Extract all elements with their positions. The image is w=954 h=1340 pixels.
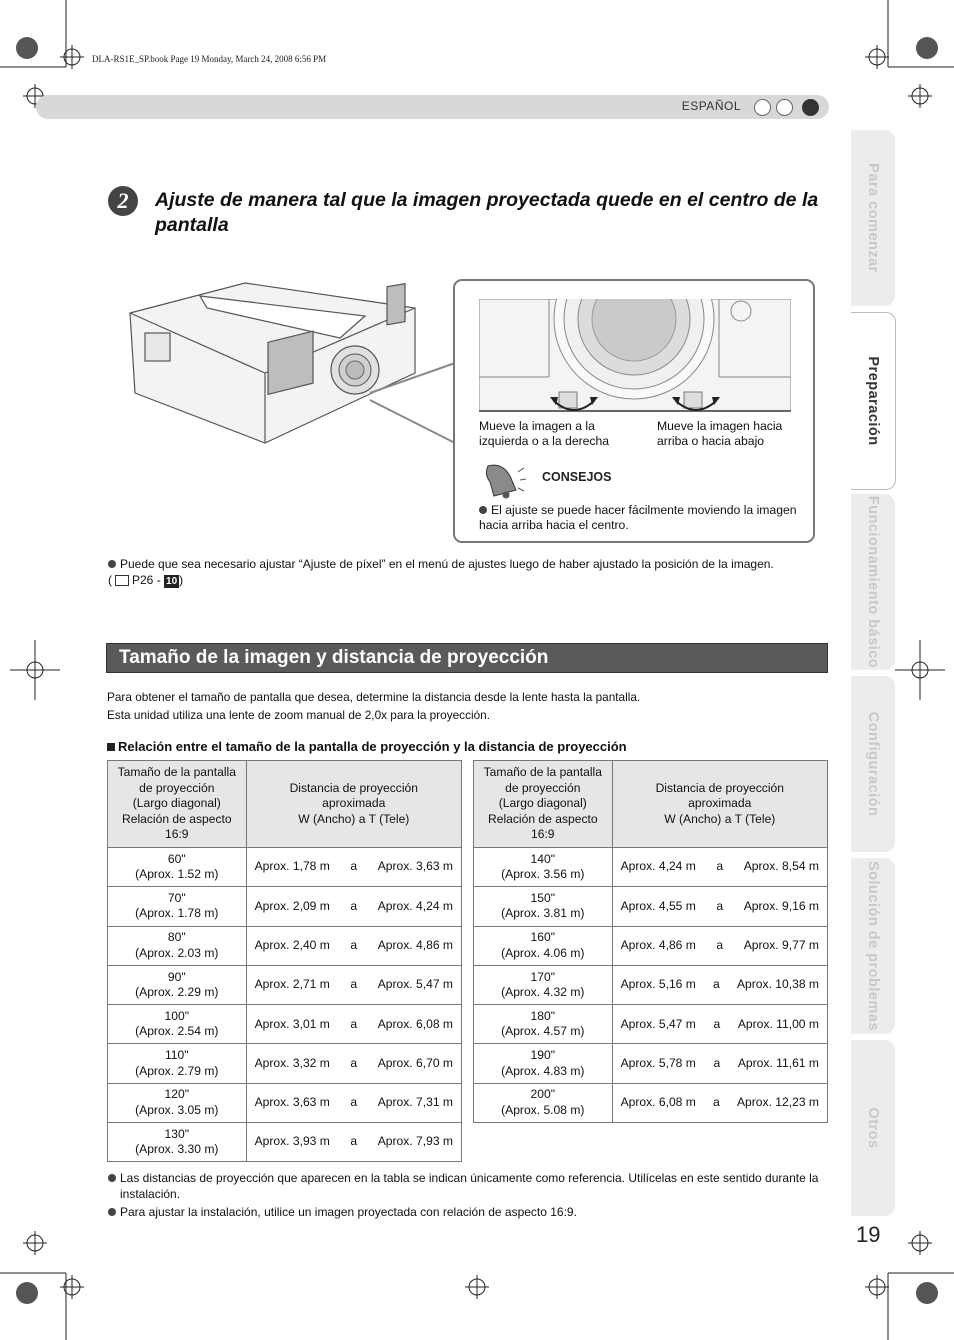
tab-label: Otros	[865, 1107, 881, 1149]
header-line: 16:9	[531, 827, 555, 842]
tab-funcionamiento-basico[interactable]	[851, 494, 895, 670]
tab-configuracion[interactable]	[851, 676, 895, 852]
header-line: Tamaño de la pantalla	[483, 765, 602, 780]
tab-preparacion[interactable]	[851, 312, 896, 490]
screen-size-cell	[108, 926, 247, 965]
table-row	[108, 887, 462, 926]
header-line: aproximada	[688, 796, 752, 811]
range-separator: a	[350, 859, 358, 874]
range-separator: a	[350, 1134, 358, 1149]
section-title: Tamaño de la imagen y distancia de proyección	[119, 647, 549, 668]
caption-horizontal-shift: Mueve la imagen a la izquierda o a la derecha	[479, 419, 610, 448]
range-separator: a	[350, 898, 358, 913]
screen-size-metric: (Aprox. 2.29 m)	[135, 985, 219, 1000]
screen-size-cell	[108, 848, 247, 887]
distance-tele: Aprox. 9,16 m	[743, 898, 819, 913]
distance-cell	[246, 1083, 461, 1122]
distance-cell	[246, 887, 461, 926]
distance-tele: Aprox. 11,61 m	[737, 1055, 819, 1070]
screen-size-inches: 170"	[530, 969, 556, 984]
tab-label: Para comenzar	[865, 163, 881, 273]
screen-size-inches: 60"	[167, 851, 186, 866]
range-separator: a	[713, 1055, 721, 1070]
table-row	[108, 1083, 462, 1122]
header-line: Relación de aspecto	[121, 811, 232, 826]
tab-solucion-de-problemas[interactable]	[851, 858, 895, 1034]
bullet-icon	[479, 506, 487, 514]
header-line: W (Ancho) a T (Tele)	[664, 811, 776, 826]
table-row	[474, 848, 828, 887]
distance-tele: Aprox. 8,54 m	[743, 859, 819, 874]
distance-cell	[612, 1044, 827, 1083]
table-row	[474, 1005, 828, 1044]
distance-wide: Aprox. 5,47 m	[620, 1016, 696, 1031]
screen-size-metric: (Aprox. 3.05 m)	[135, 1102, 219, 1117]
distance-tele: Aprox. 6,08 m	[377, 1016, 453, 1031]
screen-size-metric: (Aprox. 3.30 m)	[135, 1142, 219, 1157]
footnote-list	[108, 1170, 828, 1220]
pixel-adjust-note: Puede que sea necesario ajustar “Ajuste de píxel” en el menú de ajustes luego de haber ajustado la posición de la imagen. ( P26 - 10 )	[108, 557, 774, 587]
language-bar	[36, 95, 829, 119]
screen-size-metric: (Aprox. 5.08 m)	[501, 1102, 585, 1117]
screen-size-inches: 200"	[530, 1087, 556, 1102]
header-line: (Largo diagonal)	[498, 796, 587, 811]
tab-label: Funcionamiento básico	[865, 495, 881, 669]
screen-size-cell	[474, 848, 613, 887]
distance-wide: Aprox. 6,08 m	[620, 1095, 696, 1110]
range-separator: a	[350, 1095, 358, 1110]
screen-size-cell	[474, 1083, 613, 1122]
table-row	[108, 965, 462, 1004]
distance-tele: Aprox. 3,63 m	[377, 859, 453, 874]
distance-tele: Aprox. 10,38 m	[736, 977, 819, 992]
distance-wide: Aprox. 4,55 m	[620, 898, 696, 913]
distance-tele: Aprox. 4,24 m	[377, 898, 453, 913]
screen-size-cell	[474, 1044, 613, 1083]
distance-wide: Aprox. 1,78 m	[254, 859, 330, 874]
header-screen-size	[108, 761, 247, 848]
distance-wide: Aprox. 3,32 m	[254, 1055, 330, 1070]
screen-size-cell	[474, 1005, 613, 1044]
distance-table-right	[473, 760, 828, 1123]
distance-wide: Aprox. 5,16 m	[620, 977, 696, 992]
screen-size-inches: 180"	[530, 1008, 556, 1023]
header-line: Distancia de proyección	[289, 780, 418, 795]
range-separator: a	[713, 977, 720, 992]
page-reference: P26	[132, 573, 154, 587]
distance-cell	[246, 1044, 461, 1083]
item-number-badge: 10	[166, 576, 178, 587]
distance-cell	[612, 1083, 827, 1122]
distance-tele: Aprox. 4,86 m	[377, 937, 453, 952]
screen-size-cell	[108, 1005, 247, 1044]
page-number: 19	[856, 1222, 881, 1247]
table-row	[474, 1083, 828, 1122]
footnote	[108, 1204, 828, 1220]
bullet-icon	[108, 1208, 116, 1216]
screen-size-inches: 160"	[530, 930, 556, 945]
step-number: 2	[108, 186, 138, 216]
screen-size-metric: (Aprox. 4.57 m)	[501, 1024, 585, 1039]
screen-size-cell	[474, 887, 613, 926]
screen-size-inches: 90"	[167, 969, 186, 984]
language-label: ESPAÑOL	[681, 99, 741, 113]
screen-size-metric: (Aprox. 2.03 m)	[135, 945, 219, 960]
header-line: W (Ancho) a T (Tele)	[298, 811, 410, 826]
distance-wide: Aprox. 4,24 m	[620, 859, 696, 874]
header-screen-size	[474, 761, 613, 848]
screen-size-inches: 110"	[164, 1048, 189, 1063]
table-row	[108, 1044, 462, 1083]
distance-cell	[612, 848, 827, 887]
screen-size-inches: 80"	[167, 930, 186, 945]
distance-tele: Aprox. 9,77 m	[743, 937, 819, 952]
footnote-text: Para ajustar la instalación, utilice un imagen proyectada con relación de aspecto 16:9.	[120, 1205, 577, 1219]
screen-size-inches: 150"	[530, 890, 556, 905]
projector-illustration	[125, 278, 465, 448]
bullet-icon	[108, 560, 116, 568]
screen-size-metric: (Aprox. 2.54 m)	[135, 1024, 219, 1039]
step-title: Ajuste de manera tal que la imagen proyectada quede en el centro de la pantalla	[155, 189, 819, 236]
tips-title: CONSEJOS	[542, 470, 612, 484]
footnote-text: Las distancias de proyección que aparecen en la tabla se indican únicamente como referencia. Utilícelas en este sentido durante la instalación.	[120, 1171, 819, 1201]
chapter-tabs	[847, 68, 954, 1273]
range-separator: a	[716, 937, 724, 952]
tips-text	[479, 503, 799, 533]
screen-size-cell	[108, 1044, 247, 1083]
distance-cell	[246, 1123, 461, 1162]
footnote	[108, 1170, 828, 1202]
screen-size-cell	[108, 965, 247, 1004]
range-separator: a	[716, 898, 724, 913]
range-separator: a	[350, 1055, 358, 1070]
distance-tele: Aprox. 7,31 m	[377, 1095, 453, 1110]
distance-cell	[612, 926, 827, 965]
screen-size-inches: 190"	[530, 1048, 556, 1063]
range-separator: a	[713, 1016, 721, 1031]
chapter-dot	[776, 99, 793, 116]
distance-cell	[246, 926, 461, 965]
pixel-adjust-note-text: Puede que sea necesario ajustar “Ajuste de píxel” en el menú de ajustes luego de haber ajustado la posición de la imagen.	[120, 557, 774, 571]
distance-cell	[612, 965, 827, 1004]
square-bullet-icon	[107, 743, 115, 751]
distance-wide: Aprox. 3,63 m	[254, 1095, 330, 1110]
distance-cell	[612, 1005, 827, 1044]
table-row	[474, 887, 828, 926]
table-row	[474, 926, 828, 965]
header-projection-distance	[246, 761, 461, 848]
range-separator: a	[350, 937, 358, 952]
intro-line-2: Esta unidad utiliza una lente de zoom manual de 2,0x para la proyección.	[107, 708, 490, 722]
distance-cell	[246, 1005, 461, 1044]
screen-size-metric: (Aprox. 4.83 m)	[501, 1063, 585, 1078]
table-row	[108, 1005, 462, 1044]
header-line: Distancia de proyección	[655, 780, 784, 795]
chapter-dot	[754, 99, 771, 116]
distance-wide: Aprox. 3,93 m	[254, 1134, 330, 1149]
bullet-icon	[108, 1174, 116, 1182]
screen-size-metric: (Aprox. 1.52 m)	[135, 867, 219, 882]
table-row	[108, 1123, 462, 1162]
screen-size-cell	[474, 965, 613, 1004]
distance-tele: Aprox. 6,70 m	[377, 1055, 453, 1070]
table-row	[474, 965, 828, 1004]
table-row	[474, 1044, 828, 1083]
screen-size-inches: 130"	[164, 1126, 190, 1141]
header-line: Relación de aspecto	[487, 811, 598, 826]
screen-size-inches: 70"	[167, 890, 186, 905]
screen-size-metric: (Aprox. 1.78 m)	[135, 906, 219, 921]
screen-size-inches: 140"	[530, 851, 556, 866]
caption-vertical-shift: Mueve la imagen hacia arriba o hacia abajo	[657, 419, 783, 448]
range-separator: a	[350, 977, 358, 992]
distance-wide: Aprox. 4,86 m	[620, 937, 696, 952]
tab-label: Solución de problemas	[865, 860, 881, 1032]
distance-wide: Aprox. 3,01 m	[254, 1016, 330, 1031]
distance-cell	[612, 887, 827, 926]
intro-line-1: Para obtener el tamaño de pantalla que desea, determine la distancia desde la lente hasta la pantalla.	[107, 690, 641, 704]
header-line: de proyección	[139, 780, 215, 795]
distance-tele: Aprox. 12,23 m	[736, 1095, 819, 1110]
tips-text-body: El ajuste se puede hacer fácilmente moviendo la imagen hacia arriba hacia el centro.	[479, 503, 797, 532]
table-row	[108, 848, 462, 887]
header-line: 16:9	[165, 827, 189, 842]
screen-size-metric: (Aprox. 3.56 m)	[501, 867, 585, 882]
table-row	[108, 926, 462, 965]
screen-size-cell	[108, 1083, 247, 1122]
distance-cell	[246, 965, 461, 1004]
print-header: DLA-RS1E_SP.book Page 19 Monday, March 24, 2008 6:56 PM	[92, 54, 327, 64]
header-line: de proyección	[505, 780, 581, 795]
header-line: Tamaño de la pantalla	[117, 765, 236, 780]
screen-size-metric: (Aprox. 2.79 m)	[135, 1063, 219, 1078]
range-separator: a	[350, 1016, 358, 1031]
distance-tele: Aprox. 7,93 m	[377, 1134, 453, 1149]
distance-cell	[246, 848, 461, 887]
section-intro	[107, 688, 827, 724]
tab-label: Configuración	[865, 711, 881, 817]
screen-size-cell	[108, 1123, 247, 1162]
screen-size-cell	[474, 926, 613, 965]
screen-size-cell	[108, 887, 247, 926]
distance-table-left	[107, 760, 462, 1162]
header-line: (Largo diagonal)	[132, 796, 221, 811]
book-icon	[115, 575, 129, 586]
table-subheading-text: Relación entre el tamaño de la pantalla de proyección y la distancia de proyección	[118, 739, 627, 754]
table-subheading	[107, 739, 827, 754]
screen-size-metric: (Aprox. 3.81 m)	[501, 906, 585, 921]
header-projection-distance	[612, 761, 827, 848]
distance-wide: Aprox. 5,78 m	[620, 1055, 696, 1070]
rotate-arrows-icon	[550, 393, 720, 419]
screen-size-metric: (Aprox. 4.32 m)	[501, 985, 585, 1000]
range-separator: a	[716, 859, 724, 874]
distance-tele: Aprox. 5,47 m	[377, 977, 453, 992]
bell-icon	[480, 462, 526, 500]
screen-size-metric: (Aprox. 4.06 m)	[501, 945, 585, 960]
tab-para-comenzar[interactable]	[851, 130, 895, 306]
distance-wide: Aprox. 2,71 m	[254, 977, 330, 992]
section-heading-bar	[106, 643, 828, 673]
range-separator: a	[713, 1095, 720, 1110]
screen-size-inches: 120"	[164, 1087, 190, 1102]
chapter-dot-active	[802, 99, 819, 116]
tab-label: Preparación	[865, 356, 881, 446]
screen-size-inches: 100"	[164, 1008, 190, 1023]
header-line: aproximada	[322, 796, 386, 811]
distance-tele: Aprox. 11,00 m	[737, 1016, 819, 1031]
tab-otros[interactable]	[851, 1040, 895, 1216]
distance-wide: Aprox. 2,40 m	[254, 937, 330, 952]
distance-wide: Aprox. 2,09 m	[254, 898, 330, 913]
